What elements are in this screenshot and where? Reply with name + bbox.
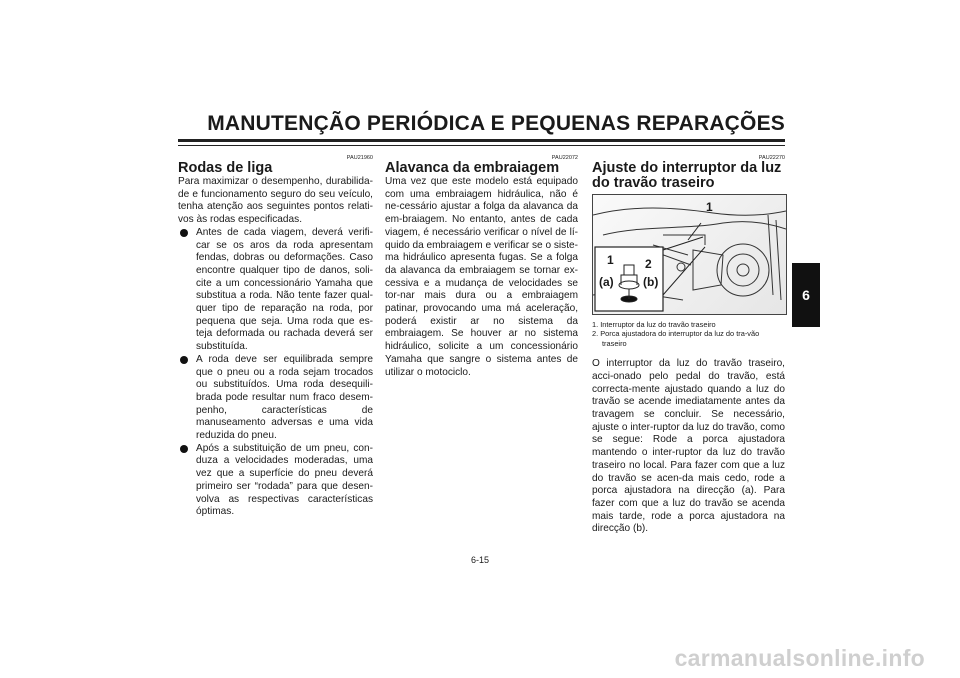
header-rule-thick xyxy=(178,139,785,142)
bullet-icon xyxy=(180,445,188,453)
column-brake-light-switch xyxy=(592,150,785,536)
brake-switch-illustration xyxy=(592,194,787,315)
header-rule-thin xyxy=(178,145,785,146)
bullet-text: Antes de cada viagem, deverá verifi-car se os aros da roda apresentam fendas, dobras ou deformações. Caso encontre qualquer tipo de danos, soli-cite a um concessionário Yamaha que substitua a roda. Não tente fazer qual-quer tipo de reparação na roda, por pequena que seja. Uma roda que es-teja deformada ou rachada deverá ser substituída. xyxy=(196,226,373,353)
direction-label-b: (b) xyxy=(643,275,659,289)
bullet-text: A roda deve ser equilibrada sempre que o pneu ou a roda sejam trocados ou substituídos. Uma roda desequili-brada pode resultar num fraco desem-penho, características de manuseamento adversas e uma vida reduzida do pneu. xyxy=(196,353,373,442)
caption-item: 1. Interruptor da luz do travão traseiro xyxy=(592,320,716,329)
section-intro: Para maximizar o desempenho, durabilida-de e funcionamento seguro do seu veículo, tenha atenção aos seguintes pontos relati-vos às rodas especificadas. xyxy=(178,176,373,226)
page-number: 6-15 xyxy=(470,555,489,565)
callout-label: 1 xyxy=(607,253,614,267)
column-clutch-lever xyxy=(385,150,578,379)
bullet-list xyxy=(178,227,373,519)
section-body: Uma vez que este modelo está equipado com uma embraiagem hidráulica, não é ne-cessário ajustar a folga da alavanca da em-braiagem. No entanto, antes de cada viagem, é necessário verificar o nível de lí-quido da embraiagem e verificar se o siste-ma hidráulico apresenta fugas. Se a folga da alavanca da embraiagem se tornar ex-cessiva e a mudança de velocidades se tor-nar mais dura ou a embraiagem patinar, provocando uma má aceleração, poderá existir ar no sistema da embraiagem. Se houver ar no sistema hidráulico, solicite a um concessionário Yamaha que sangre o sistema antes de utilizar o motociclo. xyxy=(385,176,578,378)
callout-label: 1 xyxy=(706,200,713,214)
bullet-item xyxy=(178,443,373,519)
bullet-item xyxy=(178,354,373,443)
bullet-icon xyxy=(180,229,188,237)
section-heading: Ajuste do interruptor da luz do travão traseiro xyxy=(592,160,782,191)
motorcycle-drawing xyxy=(593,195,786,314)
section-heading: Rodas de liga xyxy=(178,160,273,176)
page-header-title: MANUTENÇÃO PERIÓDICA E PEQUENAS REPARAÇÕES xyxy=(207,112,785,135)
bullet-text: Após a substituição de um pneu, con-duza a velocidades moderadas, uma vez que a superfície do pneu deverá primeiro ser “rodada” para que desen-volva as respectivas características óptimas. xyxy=(196,442,373,518)
caption-item: 2. Porca ajustadora do interruptor da luz do tra-vão traseiro xyxy=(592,329,760,348)
section-code: PAU22072 xyxy=(551,155,578,161)
watermark: carmanualsonline.info xyxy=(674,645,925,671)
bullet-icon xyxy=(180,356,188,364)
direction-label-a: (a) xyxy=(599,275,614,289)
bullet-item xyxy=(178,227,373,354)
chapter-tab: 6 xyxy=(792,263,820,327)
figure-captions xyxy=(592,320,785,348)
column-alloy-wheels xyxy=(178,150,373,519)
section-heading: Alavanca da embraiagem xyxy=(385,160,560,176)
section-code: PAU21960 xyxy=(346,155,373,161)
callout-label: 2 xyxy=(645,257,652,271)
section-body: O interruptor da luz do travão traseiro, acci-onado pelo pedal do travão, está correcta-mente ajustado quando a luz do travão se acende imediatamente antes da travagem se concluir. Se necessário, ajuste o inter-ruptor da luz do travão, como se segue: Rode a porca ajustadora mantendo o inter-ruptor da luz do travão traseiro no local. Para fazer com que a luz do travão se acen-da mais cedo, rode a porca ajustadora na direcção (a). Para fazer com que a luz do travão se acenda mais tarde, rode a porca ajustadora na direcção (b). xyxy=(592,358,785,535)
section-code: PAU22270 xyxy=(758,155,785,161)
